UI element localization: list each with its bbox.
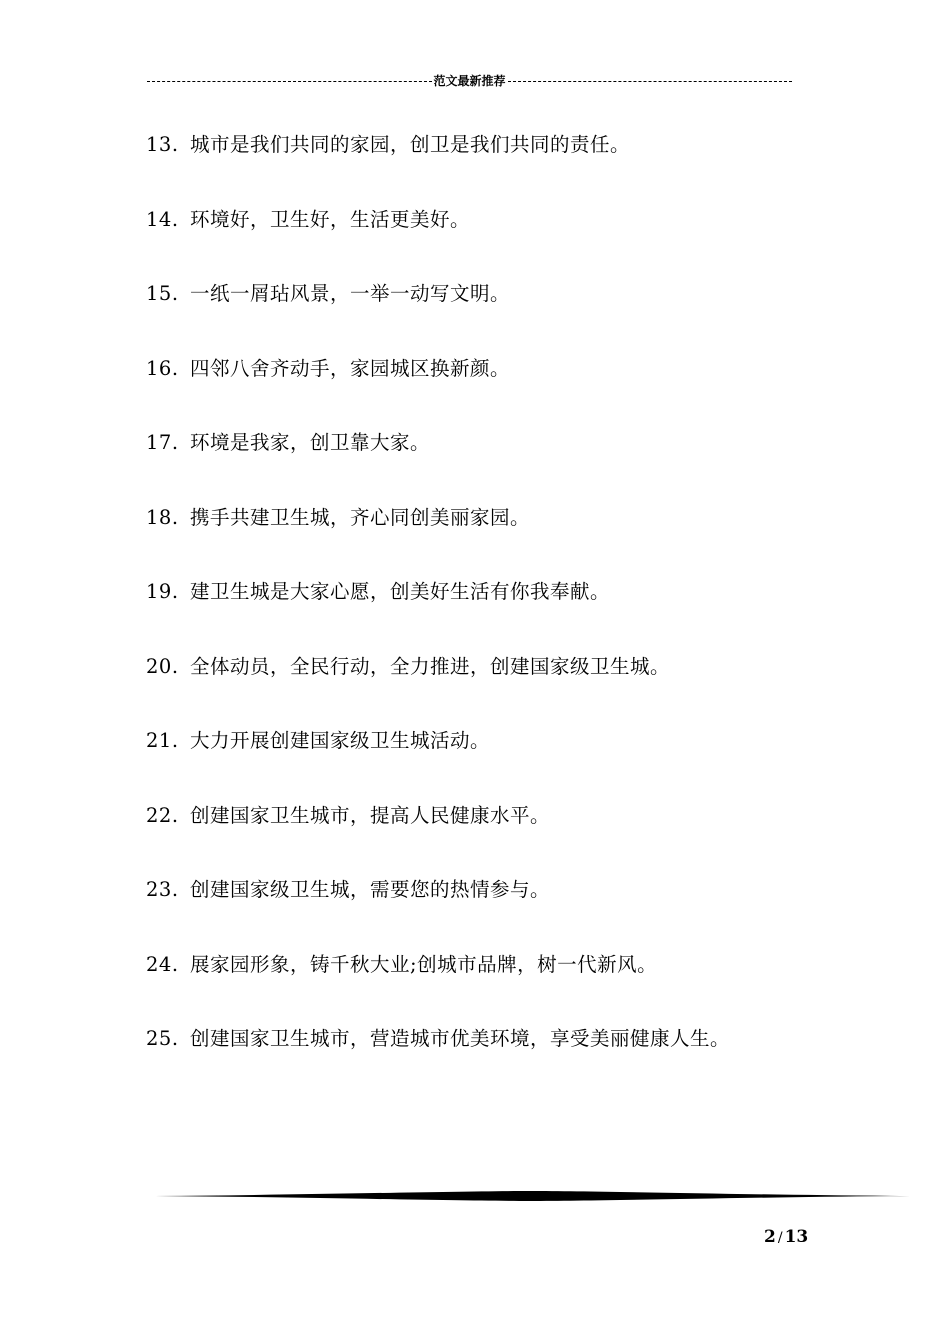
- list-item: [146, 203, 730, 278]
- list-item: [146, 724, 730, 799]
- item-number: 25.: [146, 1027, 179, 1050]
- page-number: [764, 1227, 808, 1247]
- item-text: 展家园形象，铸千秋大业;创城市品牌，树一代新风。: [190, 952, 658, 976]
- list-item: [146, 277, 730, 352]
- item-text: 四邻八舍齐动手，家园城区换新颜。: [190, 356, 511, 380]
- item-number: 14.: [146, 207, 179, 231]
- item-number: 16.: [146, 356, 179, 380]
- list-item: [146, 873, 730, 948]
- item-text: 城市是我们共同的家园，创卫是我们共同的责任。: [190, 133, 631, 156]
- item-text: 创建国家卫生城市，营造城市优美环境，享受美丽健康人生。: [190, 1027, 731, 1050]
- list-item: [146, 128, 730, 203]
- item-text: 环境好，卫生好，生活更美好。: [190, 207, 471, 231]
- list-item: [146, 650, 730, 725]
- item-number: 15.: [146, 282, 179, 305]
- item-text: 全体动员，全民行动，全力推进，创建国家级卫生城。: [190, 654, 671, 678]
- item-number: 13.: [146, 133, 179, 156]
- item-number: 20.: [146, 654, 179, 678]
- header-title: 范文最新推荐: [433, 73, 506, 88]
- item-text: 建卫生城是大家心愿，创美好生活有你我奉献。: [190, 580, 611, 603]
- total-pages: 13: [784, 1227, 809, 1247]
- header-dashes-left: [147, 81, 432, 82]
- item-text: 一纸一屑玷风景，一举一动写文明。: [190, 282, 511, 305]
- item-number: 21.: [146, 729, 179, 752]
- item-number: 19.: [146, 580, 179, 603]
- item-number: 22.: [146, 803, 179, 827]
- item-text: 创建国家级卫生城，需要您的热情参与。: [190, 878, 551, 901]
- item-text: 大力开展创建国家级卫生城活动。: [190, 729, 491, 752]
- list-item: [146, 501, 730, 576]
- item-text: 携手共建卫生城，齐心同创美丽家园。: [190, 505, 531, 529]
- list-item: [146, 1022, 730, 1097]
- current-page: 2: [764, 1227, 776, 1247]
- header-dashes-right: [508, 81, 793, 82]
- item-text: 环境是我家，创卫靠大家。: [190, 431, 431, 454]
- list-item: [146, 426, 730, 501]
- item-text: 创建国家卫生城市，提高人民健康水平。: [190, 803, 551, 827]
- page-header: [147, 70, 792, 90]
- list-item: [146, 799, 730, 874]
- footer-divider: [155, 1186, 910, 1206]
- item-number: 17.: [146, 431, 179, 454]
- page-separator: /: [777, 1230, 783, 1246]
- item-number: 18.: [146, 505, 179, 529]
- item-number: 23.: [146, 878, 179, 901]
- item-number: 24.: [146, 952, 179, 976]
- list-item: [146, 948, 730, 1023]
- list-item: [146, 575, 730, 650]
- slogan-list: [146, 128, 730, 1097]
- list-item: [146, 352, 730, 427]
